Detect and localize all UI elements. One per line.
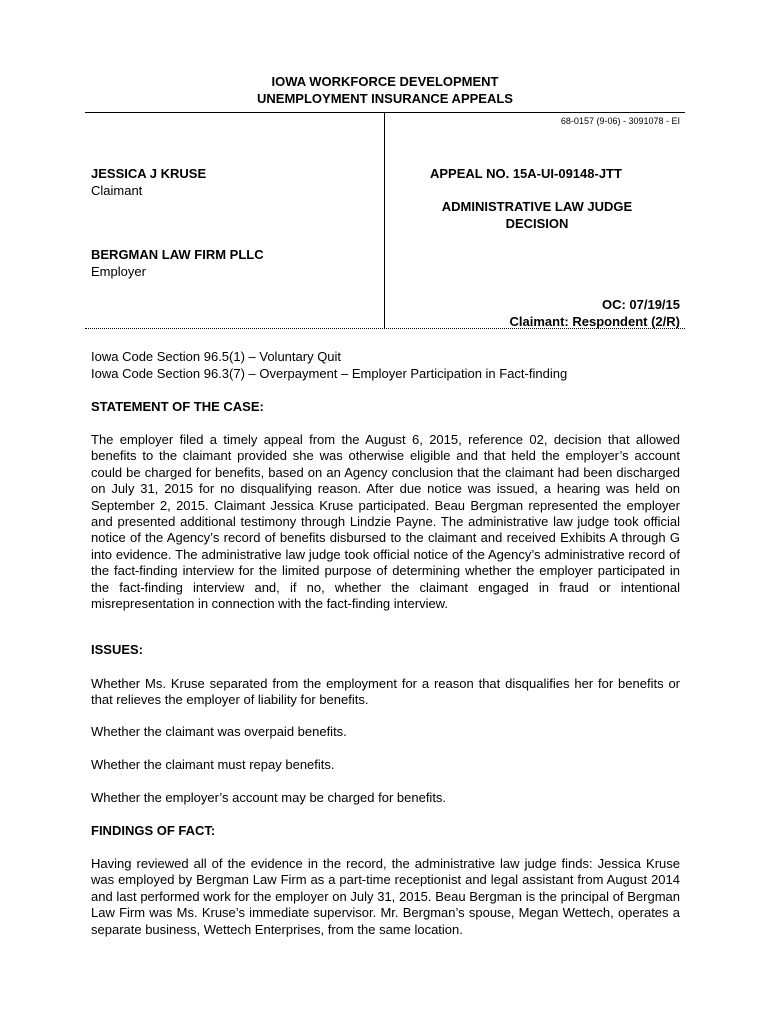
issue-text: Whether the employer’s account may be charged for benefits. — [91, 790, 447, 805]
claimant-role: Claimant — [91, 183, 143, 198]
issue-item — [91, 757, 680, 773]
issue-text: Whether Ms. Kruse separated from the employment for a reason that disqualifies her for benefits or that relieves the employer of liability for benefits. — [91, 676, 680, 708]
statement-heading: STATEMENT OF THE CASE: — [91, 399, 264, 414]
original-claim-date: OC: 07/19/15 — [601, 297, 680, 312]
decision-title-line2: DECISION — [505, 216, 569, 231]
document-number: 68-0157 (9-06) - 3091078 - EI — [560, 116, 680, 126]
issues-heading: ISSUES: — [91, 642, 144, 657]
column-divider — [384, 113, 385, 328]
employer-name: BERGMAN LAW FIRM PLLC — [91, 247, 264, 262]
code-section-2: Iowa Code Section 96.3(7) – Overpayment – Employer Participation in Fact-finding — [91, 366, 568, 381]
findings-heading: FINDINGS OF FACT: — [91, 823, 216, 838]
statement-paragraph: The employer filed a timely appeal from the August 6, 2015, reference 02, decision that allowed benefits to the claimant provided she was otherwise eligible and that held the employer’s account could be charged for benefits, based on an Agency conclusion that the claimant had been discharged on July 31, 2015 for no disqualifying reason. After due notice was issued, a hearing was held on September 2, 2015. Claimant Jessica Kruse participated. Beau Bergman represented the employer and presented additional testimony through Lindzie Payne. The administrative law judge took official notice of the Agency’s record of benefits disbursed to the claimant and received Exhibits A through G into evidence. The administrative law judge took official notice of the Agency’s administrative record of the fact-finding interview for the limited purpose of determining whether the employer participated in the fact-finding interview and, if no, whether the claimant engaged in fraud or intentional misrepresentation in connection with the fact-finding interview. — [91, 432, 680, 612]
division-title: UNEMPLOYMENT INSURANCE APPEALS — [257, 91, 513, 106]
appeal-number: APPEAL NO. 15A-UI-09148-JTT — [430, 166, 622, 181]
issue-item — [91, 676, 680, 709]
issue-item — [91, 790, 680, 806]
decision-title-line1: ADMINISTRATIVE LAW JUDGE — [441, 199, 633, 214]
issue-item — [91, 724, 680, 740]
issue-text: Whether the claimant must repay benefits. — [91, 757, 335, 772]
employer-role: Employer — [91, 264, 146, 279]
code-section-1: Iowa Code Section 96.5(1) – Voluntary Quit — [91, 349, 342, 364]
caption-rule — [85, 328, 685, 329]
header-rule — [85, 112, 685, 113]
claimant-status: Claimant: Respondent (2/R) — [509, 314, 680, 329]
findings-paragraph: Having reviewed all of the evidence in the record, the administrative law judge finds: Jessica Kruse was employed by Bergman Law Firm as a part-time receptionist and legal assistant from August 2014 and last performed work for the employer on July 31, 2015. Beau Bergman is the principal of Bergman Law Firm was Ms. Kruse’s immediate supervisor. Mr. Bergman’s spouse, Megan Wettech, operates a separate business, Wettech Enterprises, from the same location. — [91, 856, 680, 937]
agency-title: IOWA WORKFORCE DEVELOPMENT — [271, 74, 499, 89]
findings-section — [91, 856, 680, 938]
issue-text: Whether the claimant was overpaid benefits. — [91, 724, 347, 739]
statement-section — [91, 432, 680, 612]
claimant-name: JESSICA J KRUSE — [91, 166, 207, 181]
